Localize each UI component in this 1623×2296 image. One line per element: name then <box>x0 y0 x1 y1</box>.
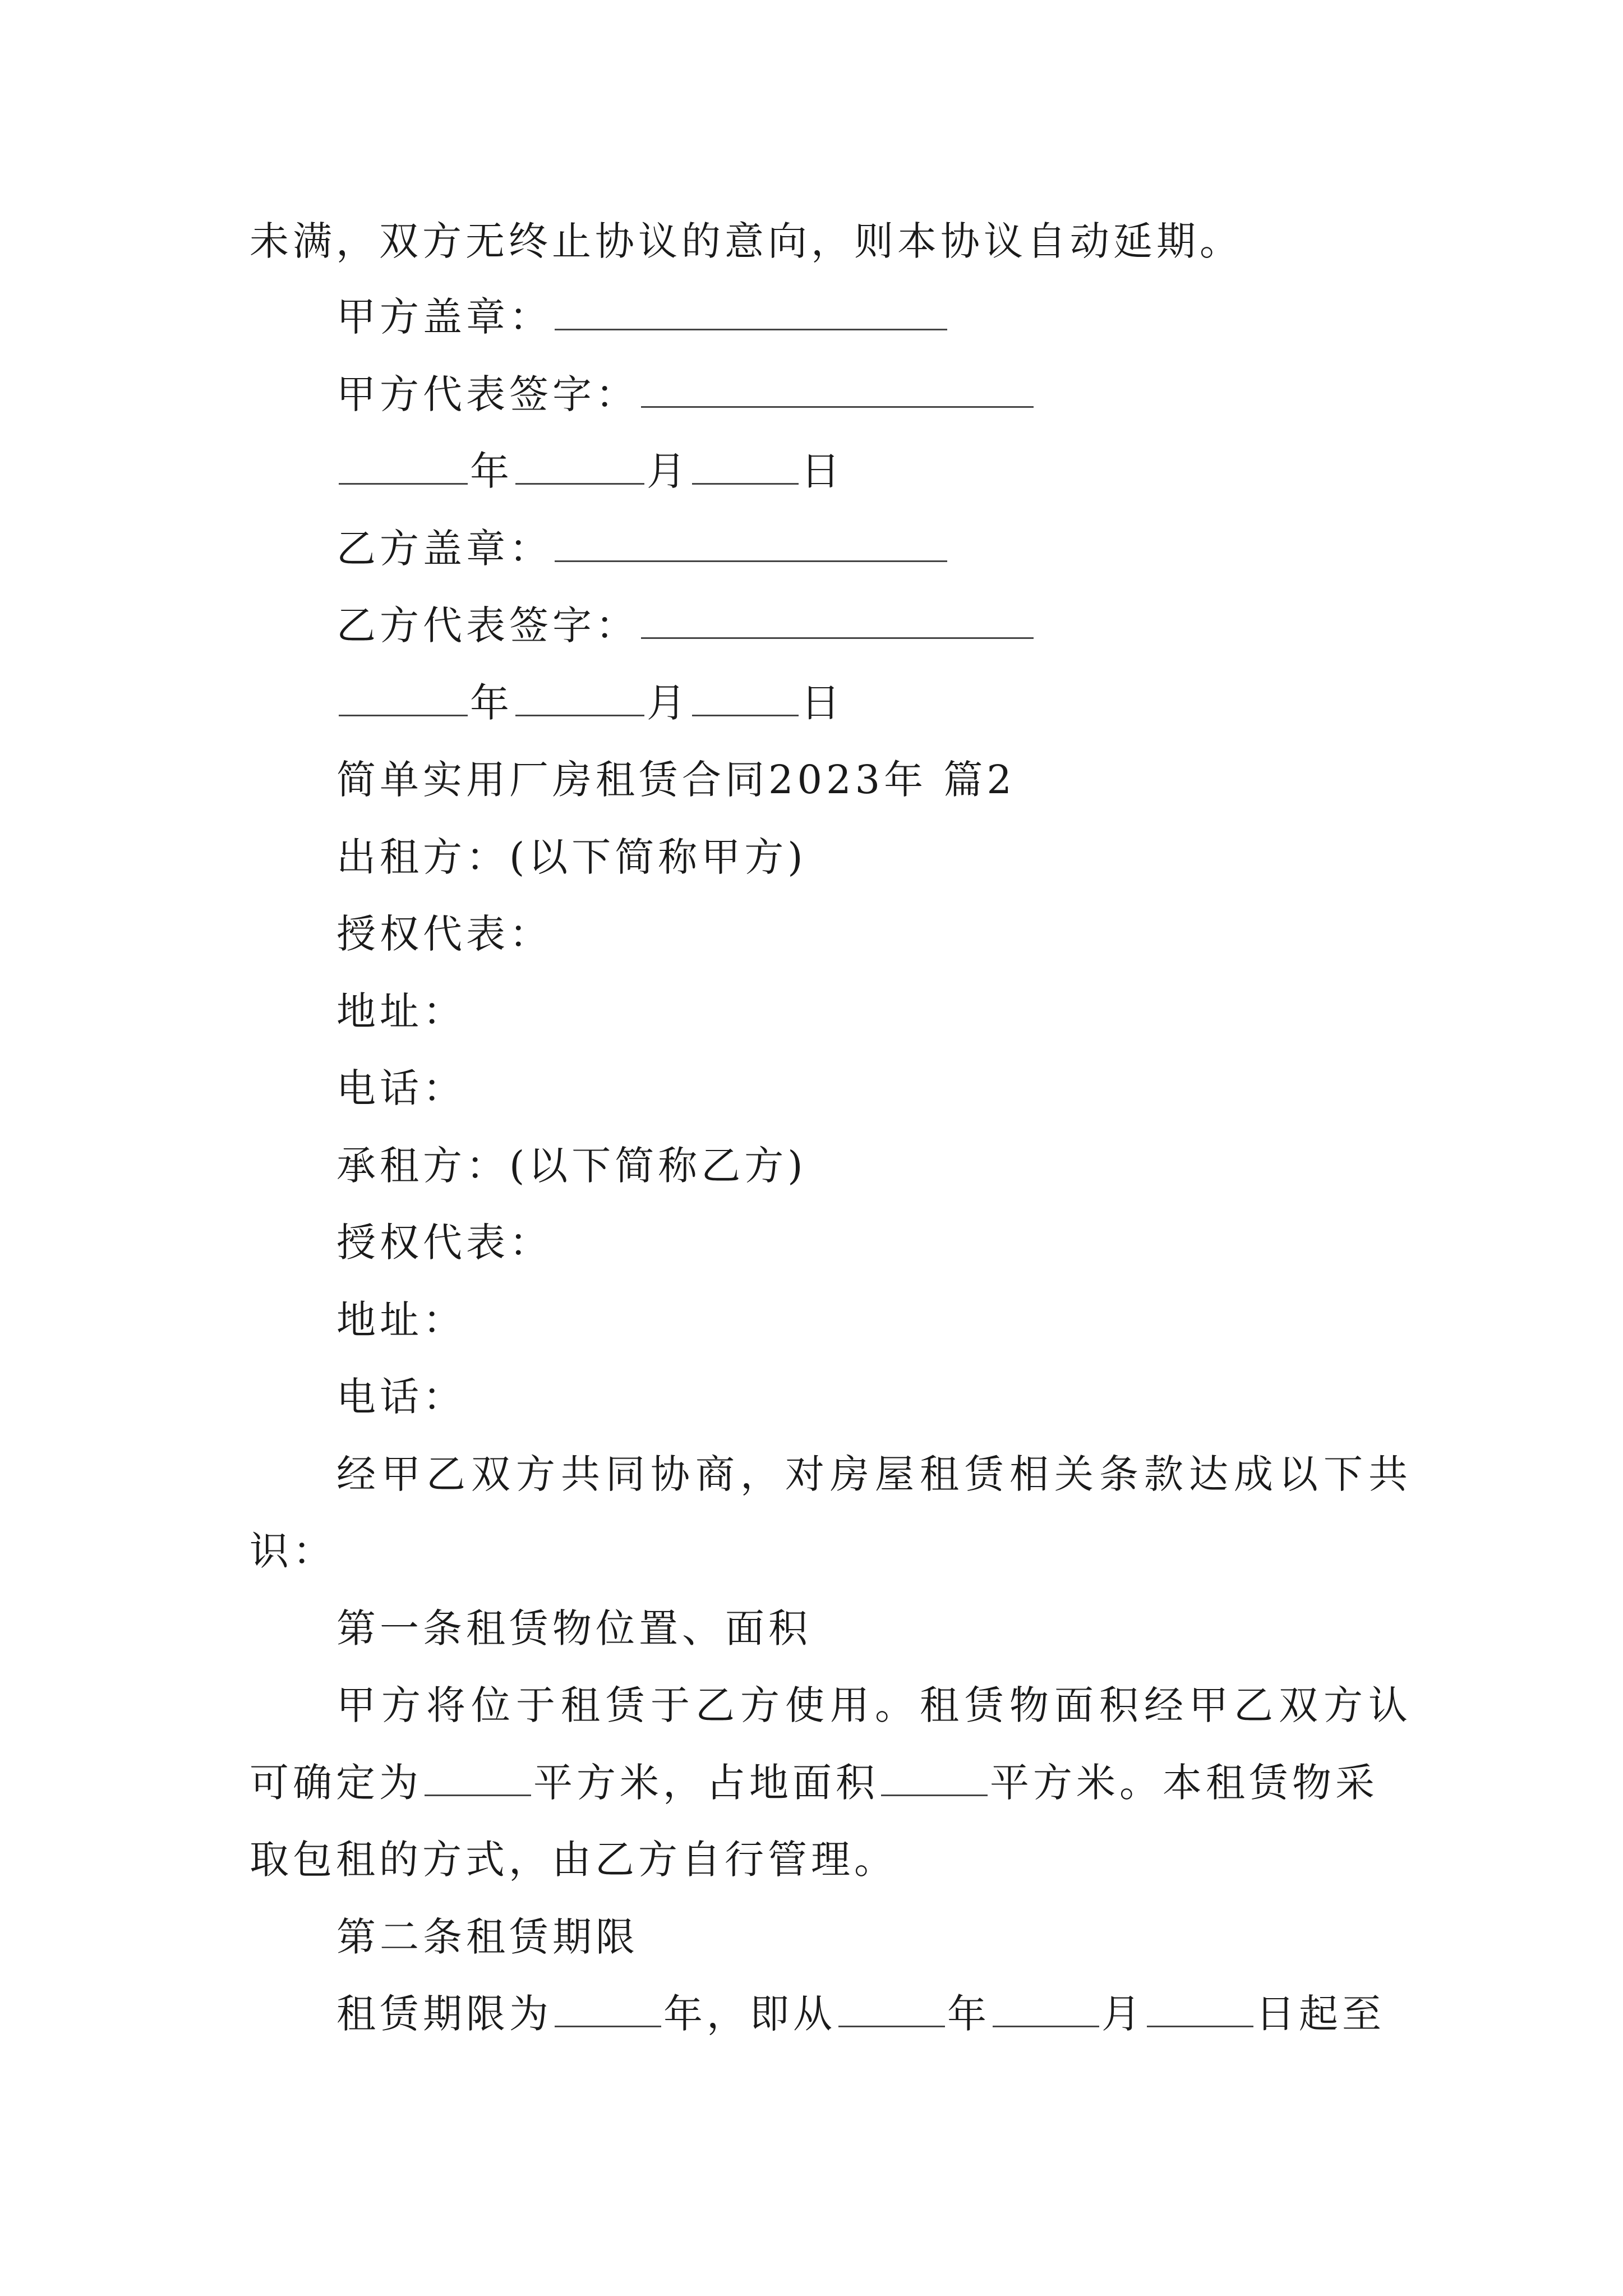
day-label: 日 <box>801 448 844 494</box>
party-b-rep-sign-line <box>336 600 1036 651</box>
text: 租赁期限为 <box>336 1991 552 2037</box>
start-year-blank <box>838 1991 945 2027</box>
phone-line <box>336 1063 466 1114</box>
year-blank <box>339 680 468 716</box>
lessee-line <box>336 1140 807 1191</box>
party-b-date-line <box>336 678 844 728</box>
term-years-blank <box>555 1991 661 2027</box>
month-blank <box>515 680 644 716</box>
start-month-blank <box>993 1991 1099 2027</box>
land-area-blank <box>881 1760 988 1796</box>
paragraph-line <box>250 216 1243 266</box>
label: 甲方盖章： <box>336 294 552 340</box>
paragraph-line <box>336 1449 1413 1499</box>
article-title <box>336 1603 811 1654</box>
text: 授权代表： <box>336 911 552 957</box>
text: 经甲乙双方共同协商，对房屋租赁相关条款达成以下共 <box>336 1451 1413 1497</box>
year-blank <box>339 448 468 485</box>
text: 第一条租赁物位置、面积 <box>336 1605 811 1651</box>
year-label: 年 <box>470 448 513 494</box>
text: 地址： <box>336 988 466 1034</box>
text: 甲方将位于租赁于乙方使用。租赁物面积经甲乙双方认 <box>336 1682 1413 1728</box>
text: 电话： <box>336 1374 466 1420</box>
start-day-blank <box>1147 1991 1253 2027</box>
paragraph-line <box>336 1680 1413 1731</box>
text: 承租方：(以下简称乙方) <box>336 1143 807 1189</box>
text: 月 <box>1101 1991 1145 2037</box>
text: 地址： <box>336 1297 466 1343</box>
text: 取包租的方式，由乙方自行管理。 <box>250 1837 897 1883</box>
day-blank <box>692 680 799 716</box>
text: 年 <box>947 1991 990 2037</box>
text: 识： <box>250 1528 336 1574</box>
address-line <box>336 986 466 1037</box>
text: 年，即从 <box>663 1991 836 2037</box>
day-label: 日 <box>801 680 844 726</box>
signature-blank <box>555 294 947 330</box>
text: 平方米，占地面积 <box>533 1760 879 1806</box>
party-a-rep-sign-line <box>336 369 1036 420</box>
section-title <box>336 754 1016 805</box>
text: 授权代表： <box>336 1220 552 1266</box>
lessor-line <box>336 832 807 882</box>
paragraph-line <box>250 1757 1378 1808</box>
label: 乙方盖章： <box>336 526 552 572</box>
text: 第二条租赁期限 <box>336 1914 639 1960</box>
text: 可确定为 <box>250 1760 422 1806</box>
phone-line <box>336 1372 466 1422</box>
party-b-seal-line <box>336 523 949 574</box>
signature-blank <box>555 526 947 562</box>
party-a-seal-line <box>336 292 949 342</box>
month-label: 月 <box>647 680 690 726</box>
party-a-date-line <box>336 446 844 496</box>
day-blank <box>692 448 799 485</box>
article-title <box>336 1912 639 1962</box>
signature-blank <box>641 602 1034 639</box>
text: 平方米。本租赁物采 <box>990 1760 1378 1806</box>
text: 简单实用厂房租赁合同2023年 篇2 <box>336 757 1016 803</box>
year-label: 年 <box>470 680 513 726</box>
paragraph-line <box>250 1834 897 1885</box>
paragraph-line <box>250 1526 336 1576</box>
address-line <box>336 1295 466 1345</box>
label: 甲方代表签字： <box>336 371 639 417</box>
text: 日起至 <box>1256 1991 1385 2037</box>
text: 出租方：(以下简称甲方) <box>336 834 807 880</box>
month-blank <box>515 448 644 485</box>
text: 电话： <box>336 1065 466 1111</box>
auth-rep-line <box>336 909 552 959</box>
label: 乙方代表签字： <box>336 602 639 648</box>
signature-blank <box>641 371 1034 408</box>
area-blank <box>425 1760 531 1796</box>
month-label: 月 <box>647 448 690 494</box>
paragraph-line <box>336 1989 1385 2039</box>
auth-rep-line <box>336 1217 552 1268</box>
text: 未满，双方无终止协议的意向，则本协议自动延期。 <box>250 218 1243 264</box>
